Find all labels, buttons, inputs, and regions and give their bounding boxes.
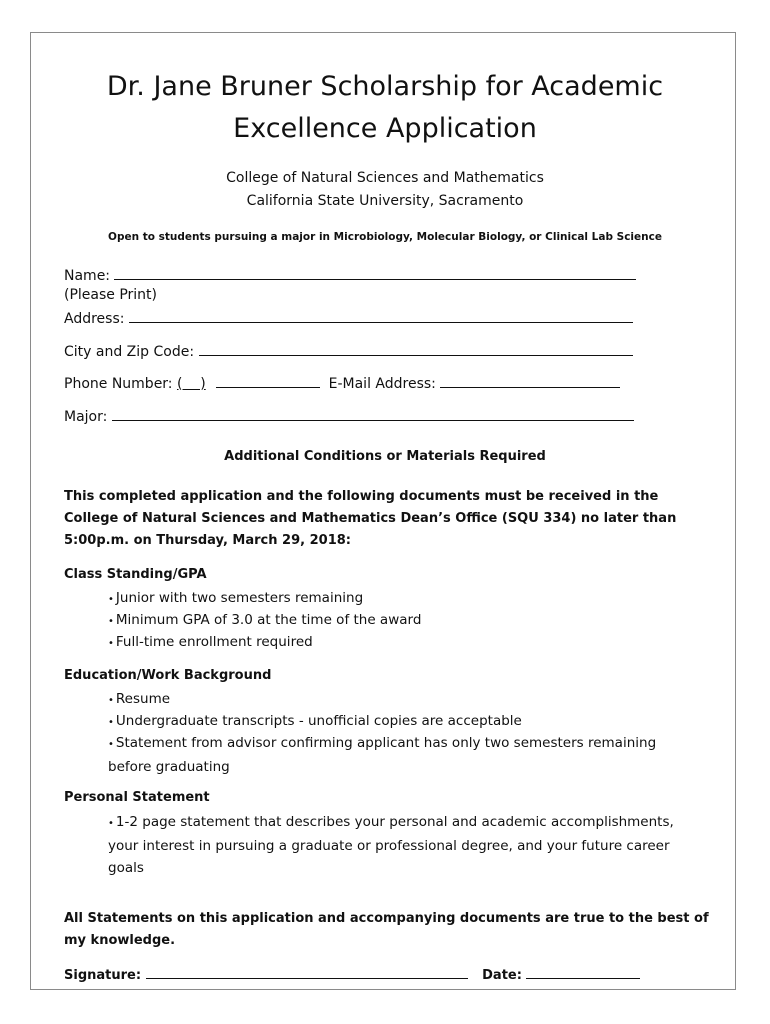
personal-statement-title: Personal Statement	[64, 790, 210, 805]
list-item	[108, 710, 708, 734]
list-item	[108, 631, 708, 655]
name-label: Name:	[64, 268, 111, 284]
major-line[interactable]	[112, 406, 634, 421]
phone-email-row[interactable]	[64, 373, 620, 392]
attestation-statement: All Statements on this application and accompanying documents are true to the best of my knowledge.	[64, 911, 709, 948]
name-line[interactable]	[114, 265, 636, 280]
list-item-text: Full-time enrollment required	[115, 634, 313, 650]
phone-label: Phone Number:	[64, 376, 173, 392]
email-label: E-Mail Address:	[328, 376, 436, 392]
major-field[interactable]	[64, 406, 634, 425]
bullet-icon: •	[108, 695, 114, 706]
eligibility-note: Open to students pursuing a major in Microbiology, Molecular Biology, or Clinical Lab Science	[108, 231, 662, 243]
bullet-icon: •	[108, 717, 114, 728]
list-item-text: Resume	[115, 691, 171, 707]
date-line[interactable]	[526, 964, 640, 979]
list-item	[108, 688, 708, 712]
list-item-text: Statement from advisor confirming applicant has only two semesters remaining before graduating	[108, 735, 657, 775]
list-item-text: Junior with two semesters remaining	[115, 590, 364, 606]
list-item	[108, 811, 708, 879]
deadline-paragraph: This completed application and the following documents must be received in the College of Natural Sciences and Mathematics Dean’s Office (SQU 334) no later than 5:00p.m. on Thursday, March 29, 2018:	[64, 489, 677, 548]
address-line[interactable]	[129, 308, 633, 323]
bullet-icon: •	[108, 818, 114, 829]
list-item	[108, 587, 708, 611]
address-field[interactable]	[64, 308, 633, 327]
bullet-icon: •	[108, 594, 114, 605]
major-label: Major:	[64, 409, 108, 425]
phone-line[interactable]	[216, 373, 320, 388]
university-name: California State University, Sacramento	[246, 193, 524, 209]
address-label: Address:	[64, 311, 125, 327]
name-field[interactable]	[64, 265, 636, 284]
list-item	[108, 609, 708, 633]
email-line[interactable]	[440, 373, 620, 388]
list-item-text: 1-2 page statement that describes your personal and academic accomplishments, your interest in pursuing a graduate or professional degree, and your future career goals	[108, 814, 674, 876]
title-line-2: Excellence Application	[233, 113, 537, 144]
list-item-text: Undergraduate transcripts - unofficial copies are acceptable	[115, 713, 522, 729]
bullet-icon: •	[108, 739, 114, 750]
education-title: Education/Work Background	[64, 668, 272, 683]
city-zip-field[interactable]	[64, 341, 633, 360]
city-zip-label: City and Zip Code:	[64, 344, 195, 360]
signature-label: Signature:	[64, 968, 142, 983]
conditions-heading: Additional Conditions or Materials Required	[224, 449, 546, 464]
print-note: (Please Print)	[64, 287, 158, 303]
list-item	[108, 732, 693, 778]
bullet-icon: •	[108, 616, 114, 627]
page-title	[0, 66, 770, 150]
list-item-text: Minimum GPA of 3.0 at the time of the award	[115, 612, 422, 628]
college-name: College of Natural Sciences and Mathematics	[226, 170, 544, 186]
class-standing-title: Class Standing/GPA	[64, 567, 207, 582]
title-line-1: Dr. Jane Bruner Scholarship for Academic	[106, 71, 664, 102]
date-label: Date:	[482, 968, 522, 983]
signature-row[interactable]	[64, 964, 640, 983]
bullet-icon: •	[108, 638, 114, 649]
signature-line[interactable]	[146, 964, 468, 979]
city-zip-line[interactable]	[199, 341, 633, 356]
area-code-field[interactable]: ( )	[176, 376, 206, 392]
